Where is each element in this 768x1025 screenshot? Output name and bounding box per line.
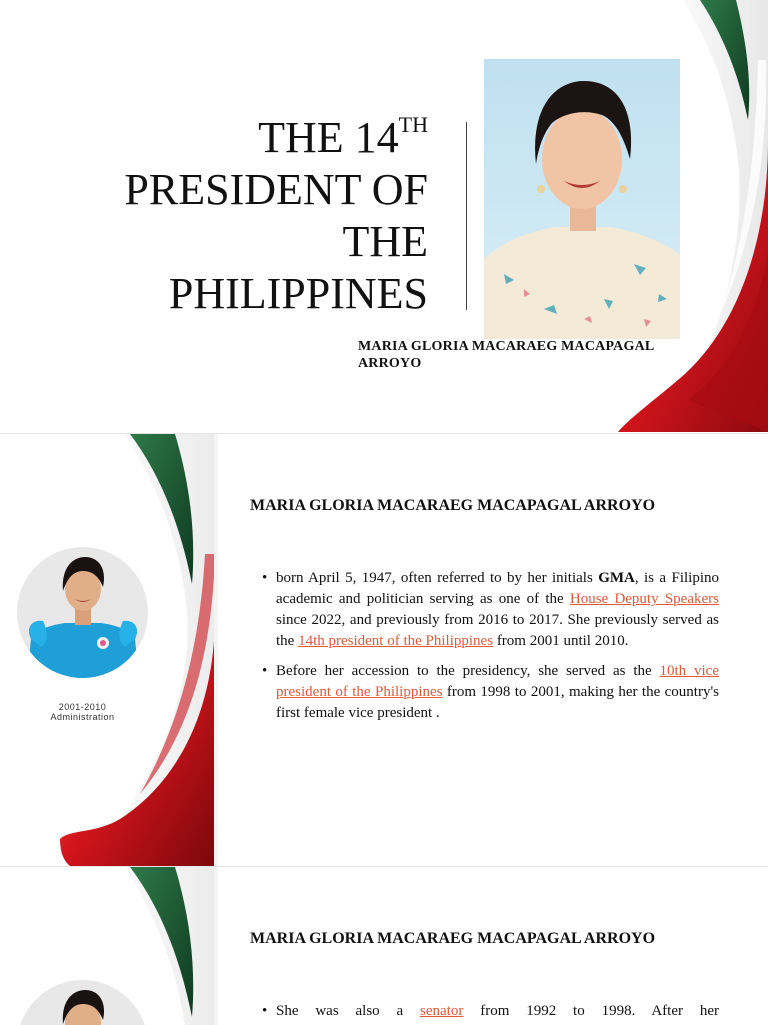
admin-label: Administration [50,712,115,722]
bullet-text: Before her accession to the presidency, she served as the [276,663,660,679]
bullet-text: from 1998 to 2001, making her the country's first female vice president . [276,684,720,721]
bullet-item [262,568,719,652]
14th-president-link[interactable]: 14th president of the Philippines [298,633,494,649]
10th-vice-president-link[interactable]: 10th vice president of the Philippines [276,663,719,700]
slide-biography [0,433,768,866]
title-divider [466,122,467,310]
title-line1: THE 14 [258,113,399,162]
bullet-text: since 2022, and previously from 2016 to 2017. She previously served as the [276,612,719,649]
bullet-bold: GMA [598,570,635,586]
bullet-text: from 1992 to 1998. After her [463,1003,719,1019]
senator-link[interactable]: senator [420,1003,464,1019]
slide-biography-continued [0,866,768,1025]
bullet-item [262,1001,719,1022]
page-title [68,112,428,320]
bullet-text: , is a Filipino academic and politician serving as one of the [276,570,719,607]
title-line4: PHILIPPINES [168,269,428,318]
house-deputy-speakers-link[interactable]: House Deputy Speakers [569,591,719,607]
bullet-list [262,1001,719,1025]
bullet-text: from 2001 until 2010. [493,633,629,649]
title-line3: THE [342,217,428,266]
section-heading: MARIA GLORIA MACARAEG MACAPAGAL ARROYO [250,497,656,514]
admin-years: 2001-2010 [58,702,107,712]
title-superscript: TH [398,112,428,137]
subtitle: MARIA GLORIA MACARAEG MACAPAGAL ARROYO [358,339,654,371]
slide-title [0,0,768,432]
bullet-list [262,568,719,733]
bullet-text: She was also a [276,1003,421,1019]
bullet-item [262,661,719,724]
title-line2: PRESIDENT OF [124,165,428,214]
circular-portrait-image [17,980,148,1025]
circular-portrait-image [17,547,148,678]
section-heading: MARIA GLORIA MACARAEG MACAPAGAL ARROYO [250,930,656,947]
bullet-text: born April 5, 1947, often referred to by her initials [276,570,599,586]
portrait-image [484,59,680,339]
